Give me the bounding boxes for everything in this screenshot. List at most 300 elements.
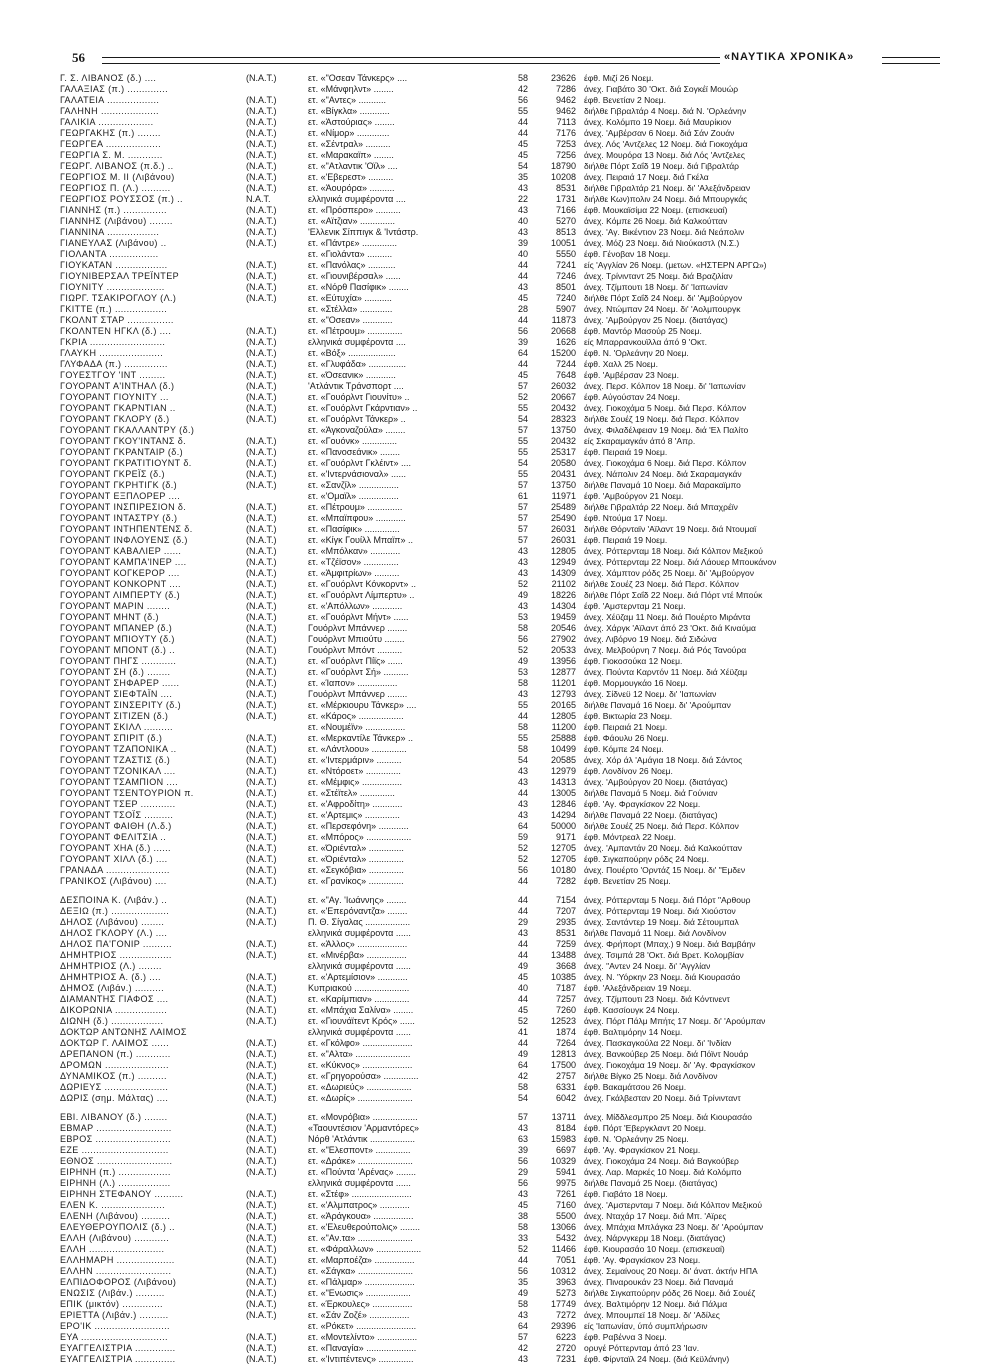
ship-tonnage: 3963 <box>555 1277 576 1287</box>
ship-year: 57 <box>517 381 528 391</box>
table-row <box>60 678 940 689</box>
ship-year: 42 <box>517 1071 528 1081</box>
ship-owner: ετ. «'Επερόναντζα» ........ <box>308 906 408 916</box>
ship-tonnage: 20667 <box>550 392 576 402</box>
table-row <box>60 906 940 917</box>
ship-flag: (Ν.Α.Τ.) <box>246 865 277 875</box>
ship-owner: ετ. «"Αλτα» ...................... <box>308 1049 411 1059</box>
ship-flag: (Ν.Α.Τ.) <box>246 337 277 347</box>
ship-movement: άνεχ. Πουέρτο 'Ορντάζ 15 Νοεμ. δι' "Εμδεν <box>584 865 746 875</box>
ship-tonnage: 7282 <box>555 876 576 886</box>
table-row <box>60 1310 940 1321</box>
ship-flag: (Ν.Α.Τ.) <box>246 106 277 116</box>
ship-flag: (Ν.Α.Τ.) <box>246 436 277 446</box>
ship-name: ΕΛΛΗΜΑΡΗ .................... <box>60 1255 175 1265</box>
ship-name: ΓΟΥΟΡΑΝΤ ΦΕΛΙΤΣΙΑ .. <box>60 832 167 842</box>
ship-year: 29 <box>517 1167 528 1177</box>
ship-name: ΓΕΩΡΓΕΑ ................... <box>60 139 161 149</box>
ship-tonnage: 7231 <box>555 1354 576 1364</box>
ship-year: 52 <box>517 645 528 655</box>
ship-flag: (Ν.Α.Τ.) <box>246 1060 277 1070</box>
ship-tonnage: 8501 <box>555 282 576 292</box>
ship-movement: άνεχ. Νάρνγκερμ 18 Νοεμ. (διατάγας) <box>584 1233 726 1243</box>
ship-name: ΕΙΡΗΝΗ (Λ.) .................. <box>60 1178 171 1188</box>
ship-name: ΓΟΥΟΡΑΝΤ ΓΚΟΥ'ΙΝΤΑΝΣ δ. <box>60 436 187 446</box>
ship-flag: (Ν.Α.Τ.) <box>246 205 277 215</box>
ship-owner: ετ. «'Αφροδίτη» ............ <box>308 799 403 809</box>
section-gap <box>60 1104 940 1112</box>
ship-tonnage: 13750 <box>550 425 576 435</box>
ship-flag: (Ν.Α.Τ.) <box>246 1288 277 1298</box>
ship-name: ΓΟΥΟΡΑΝΤ ΤΣΟΪΣ .......... <box>60 810 174 820</box>
table-row <box>60 1288 940 1299</box>
ship-owner: ετ. «Πούντα 'Αρένας» ........ <box>308 1167 417 1177</box>
ship-owner: ετ. «Μαρποέζα» ................ <box>308 1255 415 1265</box>
ship-movement: είς Σκαραμαγκάν άπό 8 'Απρ. <box>584 436 696 446</box>
ship-name: ΓΙΟΥΝΙΤΥ .................... <box>60 282 165 292</box>
ship-owner: Γουόρλντ Μπόντ .......... <box>308 645 403 655</box>
ship-owner: ετ. «Πέτρουμ» .............. <box>308 502 403 512</box>
ship-tonnage: 3668 <box>555 961 576 971</box>
table-row <box>60 843 940 854</box>
ship-tonnage: 9975 <box>555 1178 576 1188</box>
ship-owner: ετ. «Άστούριας» ........ <box>308 117 395 127</box>
ship-flag: (Ν.Α.Τ.) <box>246 832 277 842</box>
ship-tonnage: 13711 <box>551 1112 576 1122</box>
ship-name: ΓΟΥΟΡΑΝΤ ΤΣΑΜΠΙΟΝ .... <box>60 777 179 787</box>
ship-name: ΓΚΟΛΝΤ ΣΤΑΡ ................ <box>60 315 174 325</box>
table-row <box>60 1134 940 1145</box>
table-row <box>60 315 940 326</box>
ship-flag: (Ν.Α.Τ.) <box>246 972 277 982</box>
ship-year: 44 <box>517 876 528 886</box>
ship-year: 43 <box>517 568 528 578</box>
ship-owner: ετ. «"Ελεσποντ» .............. <box>308 1145 411 1155</box>
ship-owner: ετ. «Γρανίκος» .............. <box>308 876 404 886</box>
ship-tonnage: 5550 <box>555 249 576 259</box>
ship-name: ΔΗΛΟΣ (Λιβάνου) ........ <box>60 917 165 927</box>
ship-tonnage: 8531 <box>555 928 576 938</box>
ship-movement: διήλθε Παναμά 16 Νοεμ. δι' 'Αρούμπαν <box>584 700 731 710</box>
table-row <box>60 524 940 535</box>
ship-tonnage: 13956 <box>550 656 576 666</box>
ship-year: 52 <box>517 1016 528 1026</box>
ship-flag: (Ν.Α.Τ.) <box>246 403 277 413</box>
table-row <box>60 711 940 722</box>
ship-tonnage: 7286 <box>555 84 576 94</box>
ship-owner: ετ. «"Οσεαν Τάνκερς» .... <box>308 73 408 83</box>
table-row <box>60 436 940 447</box>
ship-year: 57 <box>517 502 528 512</box>
ship-movement: έφθ. Βενετίαν 2 Νοεμ. <box>584 95 667 105</box>
ship-tonnage: 7264 <box>555 1038 576 1048</box>
ship-movement: άνεχ. Σεμαίνους 20 Νοεμ. δι' άνατ. άκτήν ΗΠΑ <box>584 1266 758 1276</box>
ship-tonnage: 10329 <box>550 1156 576 1166</box>
ship-tonnage: 7256 <box>555 150 576 160</box>
ship-name: ΔΗΜΗΤΡΙΟΣ Α. (δ.) .... <box>60 972 161 982</box>
ship-owner: ετ. «Εύτυχία» ........... <box>308 293 392 303</box>
ship-tonnage: 11466 <box>551 1244 576 1254</box>
table-row <box>60 1005 940 1016</box>
ship-name: ΓΕΩΡΓΙΑ Σ. Μ. ............ <box>60 150 163 160</box>
ship-owner: ετ. «Δράκε» ...................... <box>308 1156 413 1166</box>
ship-flag: (Ν.Α.Τ.) <box>246 1354 277 1364</box>
table-row <box>60 205 940 216</box>
ship-movement: διήλθε Παναμά 25 Νοεμ. (διατάγας) <box>584 1178 718 1188</box>
ship-name: ΓΟΥΟΡΑΝΤ ΜΠΙΟΥΤΥ (δ.) <box>60 634 175 644</box>
ship-year: 58 <box>517 73 528 83</box>
ship-tonnage: 5907 <box>555 304 576 314</box>
table-section <box>60 1112 940 1365</box>
ship-owner: ετ. «Δωριεύς» .................. <box>308 1082 412 1092</box>
ship-movement: άνεχ. Ρόττερνταμ 18 Νοεμ. διά Κόλπον Μεξικού <box>584 546 763 556</box>
ship-year: 35 <box>517 172 528 182</box>
ship-tonnage: 21102 <box>551 579 576 589</box>
ship-owner: ελληνικά συμφέροντα .... <box>308 194 406 204</box>
ship-flag: (Ν.Α.Τ.) <box>246 711 277 721</box>
ship-year: 55 <box>517 733 528 743</box>
table-row <box>60 414 940 425</box>
ship-year: 58 <box>517 1082 528 1092</box>
ship-movement: έφθ. Βικτωρία 23 Νοεμ. <box>584 711 673 721</box>
ship-movement: ορυγέ Ρόττερνταμ άπό 23 'Ιαν. <box>584 1343 700 1353</box>
ship-name: ΓΟΥΟΡΑΝΤ ΚΑΒΑΛΙΕΡ ...... <box>60 546 182 556</box>
ship-movement: άνεχ. Χάμπτον ρόδς 25 Νοεμ. δι' 'Αμβούργον <box>584 568 755 578</box>
ship-owner: ετ. «Σέντραλ» .......... <box>308 139 391 149</box>
ship-year: 49 <box>517 961 528 971</box>
ship-movement: άνεχ. 'Αμπαντάν 20 Νοεμ. διά Καλκούτταν <box>584 843 742 853</box>
ship-year: 55 <box>517 700 528 710</box>
table-row <box>60 183 940 194</box>
ship-owner: ετ. «Πανοσεάνικ» ........ <box>308 447 401 457</box>
ship-name: ΓΟΥΟΡΑΝΤ ΓΙΟΥΝΙΤΥ ... <box>60 392 169 402</box>
ship-owner: ετ. «Κύκνος» .................... <box>308 1060 413 1070</box>
ship-name: ΕΠΙΚ (μικτόν) .............. <box>60 1299 163 1309</box>
ship-tonnage: 23626 <box>550 73 576 83</box>
ship-name: ΓΟΥΟΡΑΝΤ ΚΟΓΚΕΡΟΡ .... <box>60 568 180 578</box>
ship-tonnage: 18790 <box>550 161 576 171</box>
table-row <box>60 348 940 359</box>
ship-owner: ετ. «Πέτρουμ» .............. <box>308 326 403 336</box>
ship-year: 56 <box>517 1178 528 1188</box>
ship-owner: ετ. «'Ιντερνάσιοναλ» ...... <box>308 469 406 479</box>
ship-year: 58 <box>517 1299 528 1309</box>
ship-flag: (Ν.Α.Τ.) <box>246 392 277 402</box>
ship-name: ΓΕΩΡΓ. ΛΙΒΑΝΟΣ (π.δ.) .. <box>60 161 174 171</box>
ship-name: ΓΕΩΡΓΙΟΣ Π. (Λ.) .......... <box>60 183 171 193</box>
ship-flag: (Ν.Α.Τ.) <box>246 1038 277 1048</box>
ship-owner: ετ. «Μέρκιουρυ Τάνκερ» .... <box>308 700 417 710</box>
ship-year: 57 <box>517 535 528 545</box>
ship-year: 44 <box>517 788 528 798</box>
ship-flag: (Ν.Α.Τ.) <box>246 414 277 424</box>
ship-movement: άνεχ. Μελβούρνη 7 Νοεμ. διά Ρός Τανούρα <box>584 645 747 655</box>
ship-owner: ετ. «Σεγκόβια» .............. <box>308 865 404 875</box>
ship-tonnage: 1874 <box>555 1027 576 1037</box>
table-row <box>60 546 940 557</box>
ship-year: 39 <box>517 238 528 248</box>
ship-movement: άνεχ. Πιναρουκάν 23 Νοεμ. διά Παναμά <box>584 1277 734 1287</box>
ship-flag: (Ν.Α.Τ.) <box>246 1134 277 1144</box>
ship-movement: άνεχ. Γιοκοχάμα 6 Νοεμ. διά Περσ. Κόλπον <box>584 458 747 468</box>
ship-tonnage: 5273 <box>555 1288 576 1298</box>
ship-name: ΕΛΛΗ .......................... <box>60 1244 165 1254</box>
ship-flag: (Ν.Α.Τ.) <box>246 1123 277 1133</box>
ship-movement: έφθ. Βενετίαν 25 Νοεμ. <box>584 876 671 886</box>
ship-name: ΔΙΚΟΡΩΝΙΑ .................. <box>60 1005 168 1015</box>
ship-tonnage: 7253 <box>555 139 576 149</box>
ship-flag: (Ν.Α.Τ.) <box>246 579 277 589</box>
ship-flag: (Ν.Α.Τ.) <box>246 381 277 391</box>
ship-year: 59 <box>517 832 528 842</box>
table-row <box>60 645 940 656</box>
ship-tonnage: 27902 <box>550 634 576 644</box>
ship-flag: (Ν.Α.Τ.) <box>246 810 277 820</box>
ship-name: ΓΑΛΗΝΗ .................... <box>60 106 159 116</box>
ship-tonnage: 1731 <box>555 194 576 204</box>
ship-movement: άνεχ. Πειραιά 17 Νοεμ. διά Γκέλα <box>584 172 709 182</box>
ship-movement: έφθ. Κόμπε 24 Νοεμ. <box>584 744 664 754</box>
page-number: 56 <box>72 50 85 65</box>
ship-flag: (Ν.Α.Τ.) <box>246 788 277 798</box>
ship-name: ΓΟΥΟΡΑΝΤ ΓΚΛΟΡΥ (δ.) <box>60 414 170 424</box>
ship-tonnage: 12705 <box>550 854 576 864</box>
table-row <box>60 1156 940 1167</box>
table-row <box>60 1071 940 1082</box>
ship-owner: ετ. «Γουόρλντ Σή» .......... <box>308 667 409 677</box>
ship-flag: (Ν.Α.Τ.) <box>246 447 277 457</box>
ship-tonnage: 12805 <box>550 711 576 721</box>
ship-movement: διήλθε Θόρνταϊν 'Αϊλαντ 19 Νοεμ. διά Ντουμαϊ <box>584 524 757 534</box>
ship-year: 43 <box>517 1354 528 1364</box>
ship-owner: ετ. «Τζέϊσον» .............. <box>308 557 399 567</box>
ship-owner: ετ. «Έρκουλες» ................ <box>308 1299 413 1309</box>
table-row <box>60 917 940 928</box>
table-row <box>60 458 940 469</box>
ship-flag: (Ν.Α.Τ.) <box>246 634 277 644</box>
table-row <box>60 271 940 282</box>
ship-flag: (Ν.Α.Τ.) <box>246 458 277 468</box>
ship-movement: άνεχ. Χάργκ 'Αϊλαντ άπό 23 'Οκτ. διά Κιναύμα <box>584 623 756 633</box>
ship-tonnage: 12705 <box>550 843 576 853</box>
ship-name: Γ. Σ. ΛΙΒΑΝΟΣ (δ.) .... <box>60 73 157 83</box>
ship-flag: (Ν.Α.Τ.) <box>246 799 277 809</box>
ship-owner: ετ. «Γιουνάϊτεντ Κρός» ...... <box>308 1016 415 1026</box>
ship-movement: άνεχ. Μπάχια Μπλάγκα 23 Νοεμ. δι' 'Αρούμπαν <box>584 1222 764 1232</box>
ship-flag: (Ν.Α.Τ.) <box>246 293 277 303</box>
table-row <box>60 667 940 678</box>
ship-name: ΓΟΥΟΡΑΝΤ ΜΑΡΙΝ ........ <box>60 601 171 611</box>
ship-tonnage: 13066 <box>550 1222 576 1232</box>
table-row <box>60 777 940 788</box>
ship-year: 52 <box>517 392 528 402</box>
ship-year: 44 <box>517 271 528 281</box>
ship-movement: έφθ. Λονδίνον 26 Νοεμ. <box>584 766 673 776</box>
ship-tonnage: 7648 <box>555 370 576 380</box>
table-row <box>60 337 940 348</box>
table-row <box>60 381 940 392</box>
ship-year: 43 <box>517 546 528 556</box>
ship-movement: άνεχ. Γιοκοχάμα 5 Νοεμ. διά Περσ. Κόλπον <box>584 403 747 413</box>
table-row <box>60 755 940 766</box>
ship-tonnage: 7241 <box>555 260 576 270</box>
ship-owner: ετ. «Ρόκετ» ........................ <box>308 1321 417 1331</box>
ship-movement: διήλθε Παναμά 5 Νοεμ. διά Γούνιαν <box>584 788 718 798</box>
ship-tonnage: 20533 <box>550 645 576 655</box>
ship-movement: άνεχ. 'Αγ. Βικέντιον 23 Νοεμ. διά Νεάπολιν <box>584 227 745 237</box>
ship-name: ΓΑΛΑΞΙΑΣ (π.) .............. <box>60 84 168 94</box>
ship-year: 43 <box>517 183 528 193</box>
ship-year: 64 <box>517 348 528 358</box>
ship-tonnage: 10385 <box>550 972 576 982</box>
table-row <box>60 766 940 777</box>
ship-owner: ετ. «Μάνφηλντ» ........ <box>308 84 394 94</box>
table-row <box>60 194 940 205</box>
table-row <box>60 1123 940 1134</box>
ship-year: 55 <box>517 436 528 446</box>
table-row <box>60 392 940 403</box>
ship-flag: (Ν.Α.Τ.) <box>246 939 277 949</box>
ship-owner: ετ. «Γουόρλντ Τάνκερ» .. <box>308 414 406 424</box>
ship-movement: άνεχ. Μπουμπεϊ 18 Νοεμ. δι' 'Αδίλες <box>584 1310 720 1320</box>
ship-tonnage: 20431 <box>550 469 576 479</box>
ship-name: ΓΟΥΟΡΑΝΤ ΣΚΙΛΛ .......... <box>60 722 173 732</box>
ship-year: 63 <box>517 1134 528 1144</box>
ship-year: 49 <box>517 1049 528 1059</box>
ship-owner: ετ. «Πάντρε» .............. <box>308 238 397 248</box>
ship-year: 53 <box>517 667 528 677</box>
ship-year: 43 <box>517 601 528 611</box>
ship-owner: ελληνικά συμφέροντα .... <box>308 337 406 347</box>
ship-owner: ετ. «Γιολάντα» .......... <box>308 249 393 259</box>
ship-tonnage: 7272 <box>555 1310 576 1320</box>
ship-movement: διήλθε Παναμά 10 Νοεμ. διά Μαρακαϊμπο <box>584 480 741 490</box>
ship-name: ΓΟΥΟΡΑΝΤ ΤΣΕΡ ............ <box>60 799 176 809</box>
ship-movement: άνεχ. Γιοκοχάμα 24 Νοεμ. διά Βαγκούβερ <box>584 1156 739 1166</box>
ship-flag: (Ν.Α.Τ.) <box>246 1222 277 1232</box>
ship-year: 55 <box>517 447 528 457</box>
ship-year: 54 <box>517 458 528 468</box>
ship-flag: (Ν.Α.Τ.) <box>246 656 277 666</box>
ship-tonnage: 7244 <box>555 359 576 369</box>
ship-year: 57 <box>517 425 528 435</box>
ship-flag: (Ν.Α.Τ.) <box>246 777 277 787</box>
ship-owner: ετ. «Μινέρβα» ................ <box>308 950 407 960</box>
ship-tonnage: 25489 <box>550 502 576 512</box>
ship-year: 43 <box>517 227 528 237</box>
ship-year: 45 <box>517 1200 528 1210</box>
ship-tonnage: 20432 <box>550 436 576 446</box>
ship-movement: άνεχ. Ν. 'Υόρκην 23 Νοεμ. διά Κιουρασάο <box>584 972 741 982</box>
ship-name: ΕΥΑΓΓΕΛΙΣΤΡΙΑ .............. <box>60 1354 176 1364</box>
ship-year: 38 <box>517 1211 528 1221</box>
ship-owner: ετ. «Μπαϊπφου» ............ <box>308 513 406 523</box>
table-row <box>60 876 940 887</box>
ship-flag: (Ν.Α.Τ.) <box>246 513 277 523</box>
ship-name: ΓΟΥΟΡΑΝΤ ΤΖΑΣΤΙΣ (δ.) <box>60 755 171 765</box>
ship-year: 45 <box>517 1005 528 1015</box>
table-section <box>60 73 940 887</box>
ship-name: ΓΟΥΟΡΑΝΤ ΙΝΤΑΣΤΡΥ (δ.) <box>60 513 178 523</box>
ship-year: 43 <box>517 689 528 699</box>
table-row <box>60 1082 940 1093</box>
ship-flag: (Ν.Α.Τ.) <box>246 1145 277 1155</box>
ship-tonnage: 15983 <box>550 1134 576 1144</box>
table-row <box>60 95 940 106</box>
table-row <box>60 1112 940 1123</box>
table-row <box>60 799 940 810</box>
table-row <box>60 1321 940 1332</box>
ship-year: 43 <box>517 1123 528 1133</box>
ship-movement: άνεχ. Νάπολιν 24 Νοεμ. διά Σκαραμαγκάν <box>584 469 742 479</box>
ship-movement: άνεχ. Σίδνεϋ 12 Νοεμ. δι' 'Ιαπωνίαν <box>584 689 717 699</box>
ship-movement: έφθ. Μιζί 26 Νοεμ. <box>584 73 654 83</box>
ship-tonnage: 9462 <box>555 95 576 105</box>
ship-name: ΓΟΥΟΡΑΝΤ ΓΚΡΕΪΣ (δ.) <box>60 469 165 479</box>
table-row <box>60 579 940 590</box>
ship-movement: άνεχ. Νταχάρ 17 Νοεμ. διά Μπ. 'Αϊρες <box>584 1211 727 1221</box>
ship-owner: ετ. «Καρίμπιαν» .............. <box>308 994 410 1004</box>
ship-year: 44 <box>517 1255 528 1265</box>
table-row <box>60 722 940 733</box>
ship-movement: άνεχ. Μουρόρα 13 Νοεμ. διά Λός 'Αντζελες <box>584 150 745 160</box>
ship-flag: (Ν.Α.Τ.) <box>246 73 277 83</box>
ship-owner: ετ. «Στέφ» ........................ <box>308 1189 412 1199</box>
ship-flag: (Ν.Α.Τ.) <box>246 689 277 699</box>
ship-year: 55 <box>517 106 528 116</box>
ship-owner: ετ. «Όριένταλ» .............. <box>308 843 404 853</box>
ship-name: ΓΙΑΝΝΗΣ (Λιβάνου) ........ <box>60 216 173 226</box>
ship-owner: ετ. «'Ομαϊλ» ................ <box>308 491 399 501</box>
table-row <box>60 106 940 117</box>
ship-name: ΕΡΟ'ΙΚ .......................... <box>60 1321 170 1331</box>
ship-movement: άνεχ. Τρίνινταντ 25 Νοεμ. διά Βραζιλίαν <box>584 271 733 281</box>
ship-movement: άνεχ. "Αντεν 24 Νοεμ. δι' 'Αγγλίαν <box>584 961 711 971</box>
ship-year: 45 <box>517 150 528 160</box>
ship-flag: (Ν.Α.Τ.) <box>246 1016 277 1026</box>
ship-flag: (Ν.Α.Τ.) <box>246 260 277 270</box>
table-row <box>60 612 940 623</box>
ship-name: ΓΟΥΟΡΑΝΤ ΓΚΡΗΤΙΓΚ (δ.) <box>60 480 178 490</box>
ship-name: ΓΟΥΟΡΑΝΤ ΜΠΑΝΕΡ (δ.) <box>60 623 173 633</box>
ship-owner: ετ. «'Αρτεμις» .............. <box>308 810 400 820</box>
ship-movement: άνεχ. Σαντάντερ 19 Νοεμ. διά Σέτουμπαλ <box>584 917 739 927</box>
ship-year: 43 <box>517 766 528 776</box>
ship-year: 43 <box>517 557 528 567</box>
table-row <box>60 656 940 667</box>
ship-owner: Γουόρλντ Μπιούτυ ........ <box>308 634 405 644</box>
ship-flag: (Ν.Α.Τ.) <box>246 557 277 567</box>
ship-tonnage: 10312 <box>550 1266 576 1276</box>
ship-owner: ετ. «"Αντες» ........... <box>308 95 387 105</box>
ship-movement: άνεχ. Περσ. Κόλπον 18 Νοεμ. δι' 'Ιαπωνίαν <box>584 381 746 391</box>
ship-movement: διήλθε Γιβραλτάρ 22 Νοεμ. διά Μπαχρέϊν <box>584 502 738 512</box>
ship-movement: έφθ. 'Αγ. Φραγκίσκον 23 Νοεμ. <box>584 1255 701 1265</box>
table-row <box>60 1038 940 1049</box>
ship-name: ΕΛΕΝ Κ. ...................... <box>60 1200 166 1210</box>
ship-name: ΓΟΥΟΡΑΝΤ ΜΠΟΝΤ (δ.) .. <box>60 645 175 655</box>
table-row <box>60 1060 940 1071</box>
table-row <box>60 983 940 994</box>
ship-owner: ετ. «Άγκοναζούλα» ........ <box>308 425 406 435</box>
ship-name: ΓΙΟΥΚΑΤΑΝ .................. <box>60 260 168 270</box>
ship-tonnage: 7257 <box>555 994 576 1004</box>
ship-owner: ετ. «Σάν Ζοζέ» ................ <box>308 1310 410 1320</box>
ship-name: ΓΚΟΛΝΤΕΝ ΗΓΚΛ (δ.) .... <box>60 326 172 336</box>
ship-owner: ελληνικά συμφέροντα ...... <box>308 928 411 938</box>
ship-flag: (Ν.Α.Τ.) <box>246 524 277 534</box>
ship-flag: (Ν.Α.Τ.) <box>246 238 277 248</box>
